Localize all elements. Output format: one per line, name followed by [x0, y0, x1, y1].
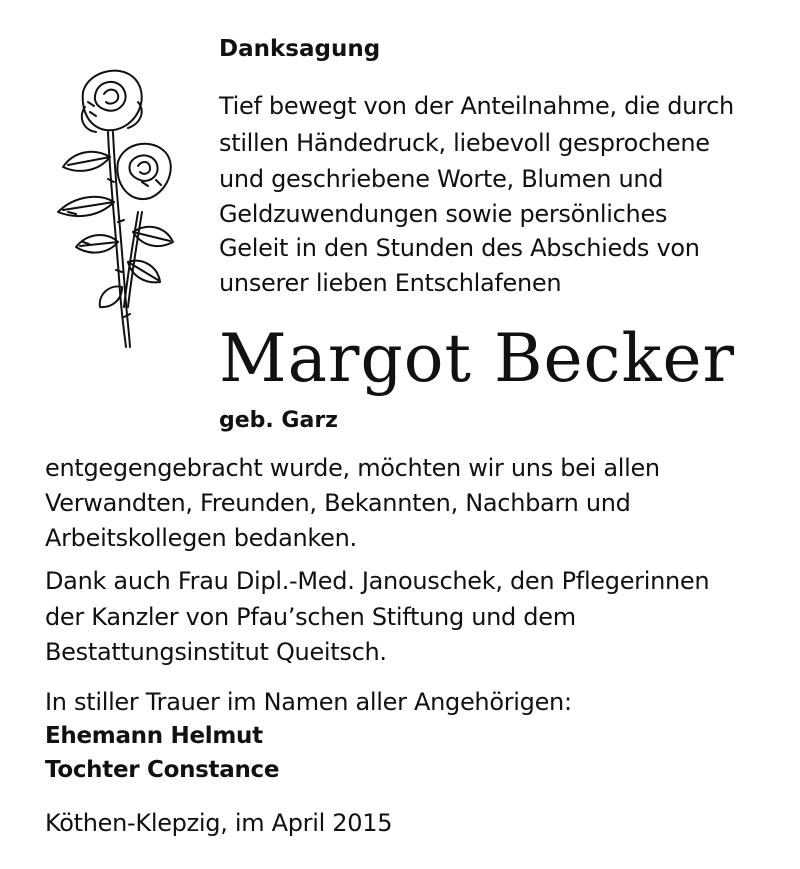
- intro-line: Geleit in den Stunden des Abschieds von: [219, 234, 700, 262]
- maiden-name: geb. Garz: [219, 408, 338, 433]
- additional-thanks-line: Dank auch Frau Dipl.-Med. Janouschek, den Pflegerinnen: [45, 567, 710, 595]
- mourning-line: In stiller Trauer im Namen aller Angehörigen:: [45, 688, 572, 716]
- place-date: Köthen-Klepzig, im April 2015: [45, 809, 393, 837]
- thanks-line: entgegengebracht wurde, möchten wir uns bei allen: [45, 454, 660, 482]
- mourner-name: Ehemann Helmut: [45, 723, 263, 749]
- heading: Danksagung: [219, 36, 381, 62]
- additional-thanks-line: der Kanzler von Pfau’schen Stiftung und dem: [45, 603, 576, 631]
- mourner-name: Tochter Constance: [45, 757, 280, 783]
- intro-line: und geschriebene Worte, Blumen und: [219, 165, 664, 193]
- thanks-line: Verwandten, Freunden, Bekannten, Nachbarn und: [45, 489, 631, 517]
- thanks-line: Arbeitskollegen bedanken.: [45, 524, 357, 552]
- intro-line: Geldzuwendungen sowie persönliches: [219, 200, 668, 228]
- intro-line: unserer lieben Entschlafenen: [219, 269, 562, 297]
- deceased-name: Margot Becker: [219, 320, 736, 397]
- intro-line: stillen Händedruck, liebevoll gesprochene: [219, 129, 710, 157]
- additional-thanks-line: Bestattungsinstitut Queitsch.: [45, 638, 387, 666]
- intro-line: Tief bewegt von der Anteilnahme, die durch: [219, 92, 734, 120]
- rose-icon: [38, 62, 198, 352]
